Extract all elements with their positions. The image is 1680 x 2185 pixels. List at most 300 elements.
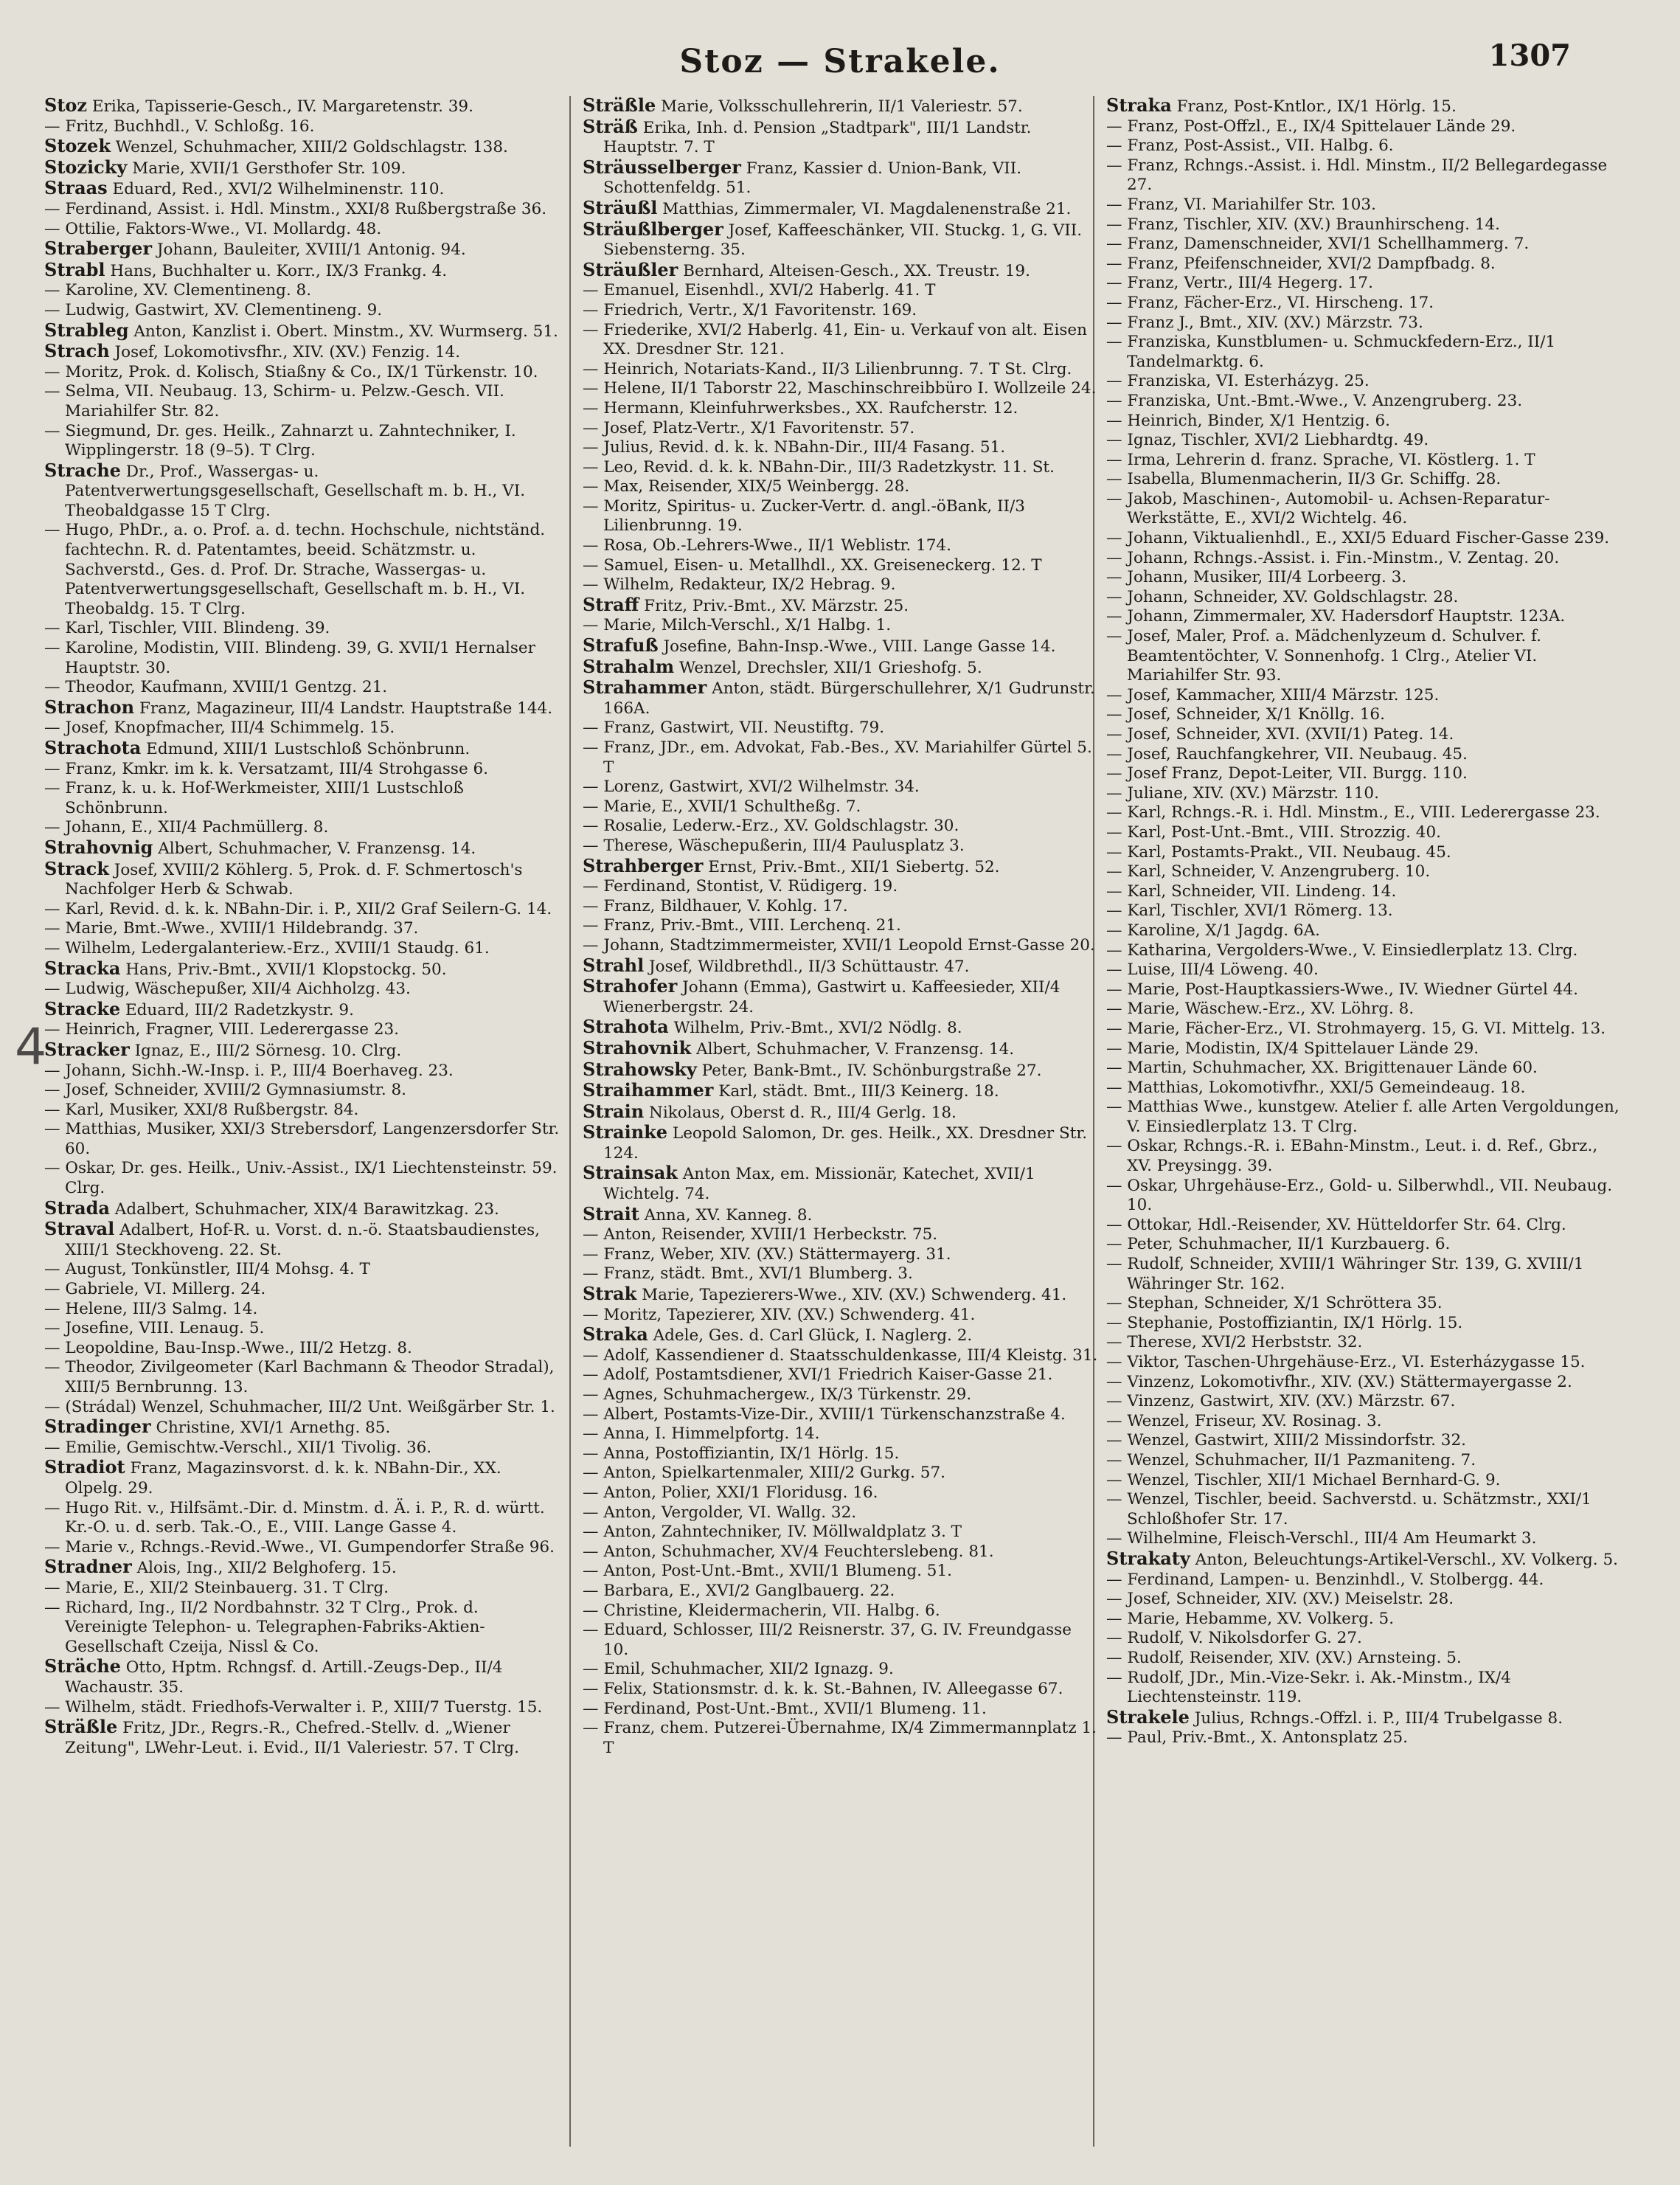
entry-text: Otto, Hptm. Rchngsf. d. Artill.-Zeugs-Dep., II/4 Wachaustr. 35.: [65, 1658, 503, 1697]
entry-text: — Viktor, Taschen-Uhrgehäuse-Erz., VI. Esterházygasse 15.: [1106, 1353, 1586, 1371]
directory-entry: [44, 1319, 560, 1339]
directory-entry: [44, 461, 560, 522]
directory-entry: [44, 1417, 560, 1438]
directory-entry: [1106, 1000, 1622, 1019]
entry-text: — Anna, I. Himmelpfortg. 14.: [583, 1424, 820, 1444]
directory-entry: [1106, 1137, 1622, 1176]
directory-entry: [583, 1424, 1099, 1444]
directory-entry: [1106, 1353, 1622, 1373]
directory-entry: [1106, 764, 1622, 784]
entry-text: — Vinzenz, Lokomotivfhr., XIV. (XV.) Stättermayergasse 2.: [1106, 1372, 1572, 1391]
entry-surname: Strahammer: [583, 676, 707, 699]
directory-entry: [1106, 215, 1622, 235]
margin-mark: 4: [15, 1018, 47, 1076]
directory-entry: [583, 778, 1099, 797]
directory-entry: [1106, 1571, 1622, 1590]
entry-text: Dr., Prof., Wassergas- u. Patentverwertungsgesellschaft, Gesellschaft m. b. H., VI. Theobaldgasse 15 T Clrg.: [65, 462, 526, 520]
entry-text: — Eduard, Schlosser, III/2 Reisnerstr. 37, G. IV. Freundgasse 10.: [583, 1621, 1072, 1659]
directory-entry: [583, 616, 1099, 636]
entry-surname: Sträßle: [583, 96, 656, 116]
entry-surname: Straff: [583, 593, 639, 615]
directory-entry: [44, 639, 560, 678]
directory-entry: [44, 1438, 560, 1458]
directory-entry: [1106, 529, 1622, 549]
entry-text: — Peter, Schuhmacher, II/1 Kurzbauerg. 6.: [1106, 1235, 1451, 1254]
entry-text: — Franz, Rchngs.-Assist. i. Hdl. Minstm., II/2 Bellegardegasse 27.: [1106, 156, 1608, 195]
directory-entry: [583, 96, 1099, 117]
directory-entry: [44, 818, 560, 838]
directory-entry: [1106, 1451, 1622, 1471]
entry-text: — Franz, Priv.-Bmt., VIII. Lerchenq. 21.: [583, 916, 901, 935]
entry-text: — Therese, Wäschepußerin, III/4 Paulusplatz 3.: [583, 836, 965, 855]
directory-entry: [44, 158, 560, 179]
directory-entry: [1106, 549, 1622, 569]
directory-entry: [1106, 254, 1622, 274]
entry-text: — Stephan, Schneider, X/1 Schröttera 35.: [1106, 1294, 1443, 1313]
directory-entry: [583, 1523, 1099, 1542]
directory-entry: [1106, 607, 1622, 627]
entry-text: Adalbert, Schuhmacher, XIX/4 Barawitzkag. 23.: [114, 1199, 499, 1219]
entry-surname: Strahofer: [583, 975, 678, 997]
entry-text: — Emanuel, Eisenhdl., XVI/2 Haberlg. 41. T: [583, 281, 936, 300]
directory-entry: [583, 158, 1099, 198]
directory-entry: [1106, 490, 1622, 529]
entry-text: — Karl, Tischler, VIII. Blindeng. 39.: [44, 619, 330, 638]
entry-text: — Emilie, Gemischtw.-Verschl., XII/1 Tivolig. 36.: [44, 1438, 432, 1457]
entry-text: — Ignaz, Tischler, XVI/2 Liebhardtg. 49.: [1106, 431, 1429, 450]
directory-entry: [44, 422, 560, 461]
entry-surname: Strachota: [44, 737, 142, 758]
directory-entry: [583, 1385, 1099, 1405]
entry-surname: Stozicky: [44, 156, 128, 178]
directory-entry: [1106, 1177, 1622, 1216]
entry-text: — Adolf, Postamtsdiener, XVI/1 Friedrich Kaiser-Gasse 21.: [583, 1365, 1053, 1385]
entry-surname: Straval: [44, 1218, 115, 1240]
entry-text: — Katharina, Vergolders-Wwe., V. Einsiedlerplatz 13. Clrg.: [1106, 941, 1578, 960]
entry-text: — Hermann, Kleinfuhrwerksbes., XX. Raufcherstr. 12.: [583, 398, 1018, 418]
entry-text: — Moritz, Tapezierer, XIV. (XV.) Schwenderg. 41.: [583, 1305, 976, 1324]
directory-entry: [44, 281, 560, 301]
entry-text: — Franz, Gastwirt, VII. Neustiftg. 79.: [583, 718, 885, 738]
entry-text: — Franz, Pfeifenschneider, XVI/2 Dampfbadg. 8.: [1106, 254, 1496, 273]
directory-entry: [583, 458, 1099, 478]
entry-text: — Johann, Sichh.-W.-Insp. i. P., III/4 Boerhaveg. 23.: [44, 1061, 454, 1080]
entry-surname: Stoz: [44, 96, 88, 116]
entry-text: — Josef, Schneider, XVIII/2 Gymnasiumstr. 8.: [44, 1081, 407, 1100]
entry-surname: Strahovnig: [44, 836, 153, 858]
directory-entry: [44, 200, 560, 220]
entry-text: — Wenzel, Schuhmacher, II/1 Pazmaniteng. 7.: [1106, 1450, 1476, 1469]
entry-text: — Franziska, Unt.-Bmt.-Wwe., V. Anzengruberg. 23.: [1106, 391, 1523, 410]
entry-surname: Strableg: [44, 319, 129, 341]
entry-surname: Sträßle: [44, 1716, 118, 1738]
directory-entry: [1106, 823, 1622, 843]
entry-text: — Josef, Schneider, X/1 Knöllg. 16.: [1106, 705, 1385, 724]
entry-text: — Irma, Lehrerin d. franz. Sprache, VI. Köstlerg. 1. T: [1106, 450, 1535, 469]
entry-text: Marie, Tapezierers-Wwe., XIV. (XV.) Schwenderg. 41.: [642, 1286, 1067, 1305]
directory-entry: [583, 1325, 1099, 1346]
directory-entry: [1106, 1098, 1622, 1137]
directory-entry: [583, 1621, 1099, 1660]
directory-entry: [1106, 1610, 1622, 1630]
entry-text: Fritz, Priv.-Bmt., XV. Märzstr. 25.: [644, 596, 909, 615]
directory-entry: [1106, 725, 1622, 745]
directory-entry: [44, 1101, 560, 1121]
entry-text: — Ferdinand, Assist. i. Hdl. Minstm., XXI/8 Rußbergstraße 36.: [44, 199, 547, 218]
directory-entry: [1106, 803, 1622, 823]
entry-text: Anton Max, em. Missionär, Katechet, XVII/1 Wichtelg. 74.: [603, 1165, 1035, 1204]
entry-text: Christine, XVI/1 Arnethg. 85.: [156, 1419, 391, 1438]
entry-surname: Strait: [583, 1202, 639, 1225]
directory-entry: [583, 916, 1099, 936]
entry-text: — Franz, Post-Offzl., E., IX/4 Spittelauer Lände 29.: [1106, 117, 1516, 136]
entry-text: — Josef, Knopfmacher, III/4 Schimmelg. 15.: [44, 718, 395, 738]
directory-entry: [1106, 1529, 1622, 1549]
directory-entry: [44, 900, 560, 920]
directory-entry: [583, 1464, 1099, 1483]
directory-entry: [583, 956, 1099, 977]
entry-text: — Josefine, VIII. Lenaug. 5.: [44, 1319, 265, 1338]
directory-entry: [44, 1538, 560, 1558]
directory-entry: [44, 1219, 560, 1260]
entry-text: Marie, Volksschullehrerin, II/1 Valeriestr. 57.: [661, 97, 1023, 116]
entry-text: Josef, Lokomotivsfhr., XIV. (XV.) Fenzig. 14.: [114, 343, 461, 362]
directory-entry: [583, 1542, 1099, 1562]
entry-text: — Ludwig, Gastwirt, XV. Clementineng. 9.: [44, 300, 383, 319]
entry-text: — Johann, E., XII/4 Pachmüllerg. 8.: [44, 818, 329, 837]
directory-entry: [44, 939, 560, 959]
entry-text: Erika, Tapisserie-Gesch., IV. Margaretenstr. 39.: [91, 97, 473, 116]
directory-entry: [1106, 470, 1622, 490]
entry-text: — Hugo, PhDr., a. o. Prof. a. d. techn. Hochschule, nichtständ. fachtechn. R. d. Patentamtes, beeid. Schätzmstr. u. Sachverstd., Ges. d. Prof. Dr. Strache, Wassergas- u. Patentverwertungsgesellschaft, Gesellschaft m. b. H., VI. Theobaldg. 15. T Clrg.: [44, 521, 546, 618]
directory-entry: [44, 1599, 560, 1658]
directory-entry: [583, 1017, 1099, 1039]
entry-text: — Heinrich, Fragner, VIII. Lederergasse 23.: [44, 1020, 400, 1039]
entry-surname: Strainke: [583, 1121, 668, 1143]
entry-surname: Stracke: [44, 997, 121, 1019]
directory-entry: [1106, 451, 1622, 471]
entry-surname: Sträußl: [583, 196, 658, 218]
directory-entry: [1106, 941, 1622, 961]
entry-text: — Franz, chem. Putzerei-Übernahme, IX/4 Zimmermannplatz 1. T: [583, 1719, 1097, 1757]
directory-entry: [583, 497, 1099, 536]
directory-entry: [583, 1163, 1099, 1204]
directory-entry: [583, 1225, 1099, 1245]
directory-entry: [1106, 1216, 1622, 1236]
entry-surname: Stracker: [44, 1038, 130, 1060]
directory-entry: [44, 1020, 560, 1040]
entry-text: Adele, Ges. d. Carl Glück, I. Naglerg. 2.: [653, 1326, 973, 1346]
directory-entry: [583, 399, 1099, 419]
entry-text: — Johann, Musiker, III/4 Lorbeerg. 3.: [1106, 568, 1407, 587]
entry-text: — Johann, Stadtzimmermeister, XVII/1 Leopold Ernst-Gasse 20.: [583, 935, 1095, 955]
entry-text: — Marie, Wäschew.-Erz., XV. Löhrg. 8.: [1106, 1000, 1415, 1019]
entry-text: — Wilhelm, Redakteur, IX/2 Hebrag. 9.: [583, 575, 896, 595]
entry-text: — Heinrich, Notariats-Kand., II/3 Lilienbrunng. 7. T St. Clrg.: [583, 359, 1072, 378]
directory-entry: [583, 678, 1099, 718]
entry-text: — Ferdinand, Lampen- u. Benzinhdl., V. Stolbergg. 44.: [1106, 1570, 1544, 1589]
entry-text: Hans, Priv.-Bmt., XVII/1 Klopstockg. 50.: [125, 960, 447, 979]
directory-entry: [44, 919, 560, 939]
entry-text: — Josef, Platz-Vertr., X/1 Favoritenstr. 57.: [583, 418, 915, 437]
entry-text: Julius, Rchngs.-Offzl. i. P., III/4 Trubelgasse 8.: [1194, 1708, 1563, 1728]
entry-text: — Leopoldine, Bau-Insp.-Wwe., III/2 Hetzg. 8.: [44, 1338, 412, 1357]
entry-surname: Strakaty: [1106, 1547, 1190, 1569]
directory-entry: [1106, 274, 1622, 294]
directory-entry: [583, 1444, 1099, 1464]
entry-text: — Wenzel, Gastwirt, XIII/2 Missindorfstr. 32.: [1106, 1431, 1466, 1450]
entry-text: — Anton, Schuhmacher, XV/4 Feuchterslebeng. 81.: [583, 1542, 994, 1561]
directory-entry: [44, 959, 560, 980]
directory-entry: [44, 779, 560, 818]
entry-text: — Josef Franz, Depot-Leiter, VII. Burgg. 110.: [1106, 764, 1468, 783]
entry-text: — Oskar, Uhrgehäuse-Erz., Gold- u. Silberwhdl., VII. Neubaug. 10.: [1106, 1176, 1613, 1215]
directory-entry: [583, 477, 1099, 497]
entry-text: — Wenzel, Tischler, beeid. Sachverstd. u. Schätzmstr., XXI/1 Schloßhofer Str. 17.: [1106, 1490, 1592, 1528]
entry-surname: Sträußlberger: [583, 218, 723, 240]
entry-text: — Matthias, Musiker, XXI/3 Strebersdorf, Langenzersdorfer Str. 60.: [44, 1120, 560, 1158]
entry-text: — Franz, Post-Assist., VII. Halbg. 6.: [1106, 136, 1394, 156]
column-2: [583, 96, 1099, 2154]
directory-entry: [1106, 1255, 1622, 1294]
entry-text: — Selma, VII. Neubaug. 13, Schirm- u. Pelzw.-Gesch. VII. Mariahilfer Str. 82.: [44, 382, 504, 420]
entry-text: — Helene, II/1 Taborstr 22, Maschinschreibbüro I. Wollzeile 24.: [583, 379, 1097, 398]
entry-text: — Rudolf, Schneider, XVIII/1 Währinger Str. 139, G. XVIII/1 Währinger Str. 162.: [1106, 1255, 1584, 1293]
directory-entry: [44, 1557, 560, 1579]
entry-text: — Franz, k. u. k. Hof-Werkmeister, XIII/1 Lustschloß Schönbrunn.: [44, 779, 464, 817]
entry-text: — Franz, Tischler, XIV. (XV.) Braunhirscheng. 14.: [1106, 215, 1500, 234]
directory-entry: [1106, 784, 1622, 804]
entry-text: — Karl, Post-Unt.-Bmt., VIII. Strozzig. 40.: [1106, 823, 1441, 842]
entry-text: Eduard, Red., XVI/2 Wilhelminenstr. 110.: [112, 180, 445, 199]
entry-text: — Moritz, Spiritus- u. Zucker-Vertr. d. angl.-öBank, II/3 Lilienbrunng. 19.: [583, 496, 1025, 536]
entry-surname: Strakele: [1106, 1706, 1190, 1728]
entry-text: Albert, Schuhmacher, V. Franzensg. 14.: [158, 839, 476, 858]
entry-text: — Martin, Schuhmacher, XX. Brigittenauer Lände 60.: [1106, 1059, 1538, 1078]
directory-entry: [1106, 1490, 1622, 1529]
entry-text: — Albert, Postamts-Vize-Dir., XVIII/1 Türkenschanzstraße 4.: [583, 1405, 1066, 1424]
directory-entry: [583, 556, 1099, 576]
entry-text: — Rudolf, JDr., Min.-Vize-Sekr. i. Ak.-Minstm., IX/4 Liechtensteinstr. 119.: [1106, 1668, 1511, 1707]
entry-text: Erika, Inh. d. Pension „Stadtpark", III/1 Landstr. Hauptstr. 7. T: [603, 118, 1032, 157]
entry-text: — Franz, VI. Mariahilfer Str. 103.: [1106, 195, 1376, 214]
entry-text: — Agnes, Schuhmachergew., IX/3 Türkenstr. 29.: [583, 1385, 972, 1404]
entry-text: Leopold Salomon, Dr. ges. Heilk., XX. Dresdner Str. 124.: [603, 1124, 1088, 1163]
directory-entry: [1106, 627, 1622, 686]
entry-surname: Sträche: [44, 1655, 121, 1677]
entry-text: — Julius, Revid. d. k. k. NBahn-Dir., III/4 Fasang. 51.: [583, 438, 1006, 457]
entry-text: Adalbert, Hof-R. u. Vorst. d. n.-ö. Staatsbaudienstes, XIII/1 Steckhoveng. 22. St.: [65, 1221, 540, 1259]
directory-entry: [44, 838, 560, 859]
directory-entry: [1106, 1333, 1622, 1353]
directory-entry: [1106, 901, 1622, 921]
directory-entry: [1106, 745, 1622, 765]
directory-entry: [583, 379, 1099, 399]
directory-entry: [44, 1062, 560, 1081]
entry-text: Wenzel, Schuhmacher, XIII/2 Goldschlagstr. 138.: [115, 138, 508, 157]
directory-entry: [44, 136, 560, 158]
entry-text: — Karoline, Modistin, VIII. Blindeng. 39, G. XVII/1 Hernalser Hauptstr. 30.: [44, 639, 535, 677]
entry-surname: Straka: [1106, 96, 1172, 116]
entry-text: — Vinzenz, Gastwirt, XIV. (XV.) Märzstr. 67.: [1106, 1392, 1456, 1411]
entry-text: — Wilhelm, städt. Friedhofs-Verwalter i. P., XIII/7 Tuerstg. 15.: [44, 1697, 543, 1717]
entry-text: — Leo, Revid. d. k. k. NBahn-Dir., III/3 Radetzkystr. 11. St.: [583, 457, 1055, 477]
entry-text: Johann (Emma), Gastwirt u. Kaffeesieder, XII/4 Wienerbergstr. 24.: [603, 978, 1061, 1017]
entry-text: — Anton, Zahntechniker, IV. Möllwaldplatz 3. T: [583, 1523, 962, 1542]
entry-text: — Stephanie, Postoffiziantin, IX/1 Hörlg. 15.: [1106, 1313, 1463, 1332]
entry-text: Marie, XVII/1 Gersthofer Str. 109.: [132, 159, 406, 178]
entry-text: — Franz, Vertr., III/4 Hegerg. 17.: [1106, 274, 1373, 293]
entry-surname: Strahberger: [583, 854, 704, 876]
entry-text: — Johann, Zimmermaler, XV. Hadersdorf Hauptstr. 123A.: [1106, 607, 1566, 626]
entry-text: — Josef, Maler, Prof. a. Mädchenlyzeum d. Schulver. f. Beamtentöchter, V. Sonnenhofg. 1 Clrg., Atelier VI. Mariahilfer Str. 93.: [1106, 627, 1542, 685]
directory-entry: [1106, 1019, 1622, 1039]
directory-entry: [1106, 1669, 1622, 1708]
entry-text: — Therese, XVI/2 Herbststr. 32.: [1106, 1333, 1363, 1352]
directory-entry: [583, 877, 1099, 897]
entry-text: — Ferdinand, Stontist, V. Rüdigerg. 19.: [583, 877, 898, 896]
entry-text: — Josef, Kammacher, XIII/4 Märzstr. 125.: [1106, 685, 1440, 704]
directory-entry: [1106, 117, 1622, 137]
directory-entry: [44, 1398, 560, 1418]
entry-text: Anton, Beleuchtungs-Artikel-Verschl., XV. Volkerg. 5.: [1195, 1550, 1618, 1569]
directory-entry: [44, 1698, 560, 1718]
directory-entry: [44, 1159, 560, 1198]
entry-text: — Johann, Schneider, XV. Goldschlagstr. 28.: [1106, 587, 1459, 606]
directory-entry: [583, 575, 1099, 595]
directory-entry: [583, 1719, 1099, 1758]
directory-entry: [583, 856, 1099, 878]
directory-entry: [44, 1040, 560, 1062]
entry-text: — Rosa, Ob.-Lehrers-Wwe., II/1 Weblistr. 174.: [583, 536, 951, 555]
directory-entry: [583, 1365, 1099, 1385]
entry-text: Karl, städt. Bmt., III/3 Keinerg. 18.: [718, 1082, 999, 1101]
directory-entry: [1106, 862, 1622, 882]
directory-entry: [1106, 1629, 1622, 1649]
entry-text: Anton, städt. Bürgerschullehrer, X/1 Gudrunstr. 166A.: [603, 679, 1095, 718]
directory-entry: [583, 936, 1099, 956]
directory-entry: [44, 1120, 560, 1159]
entry-text: — Isabella, Blumenmacherin, II/3 Gr. Schiffg. 28.: [1106, 470, 1502, 489]
entry-surname: Strahota: [583, 1016, 669, 1038]
entry-surname: Straka: [583, 1323, 648, 1346]
directory-entry: [583, 657, 1099, 679]
entry-text: — Lorenz, Gastwirt, XVI/2 Wilhelmstr. 34.: [583, 778, 920, 797]
entry-text: Franz, Kassier d. Union-Bank, VII. Schottenfeldg. 51.: [603, 159, 1022, 198]
entry-text: — Josef, Schneider, XIV. (XV.) Meiselstr. 28.: [1106, 1590, 1454, 1609]
entry-text: — Anton, Spielkartenmaler, XIII/2 Gurkg. 57.: [583, 1464, 945, 1483]
entry-text: — Anton, Reisender, XVIII/1 Herbeckstr. 75.: [583, 1225, 938, 1244]
entry-text: — Anton, Post-Unt.-Bmt., XVII/1 Blumeng. 51.: [583, 1562, 952, 1581]
entry-text: — Franz, Kmkr. im k. k. Versatzamt, III/4 Strohgasse 6.: [44, 759, 489, 778]
directory-entry: [583, 636, 1099, 657]
entry-surname: Straas: [44, 177, 108, 199]
directory-entry: [1106, 1039, 1622, 1059]
entry-text: — Marie, Fächer-Erz., VI. Strohmayerg. 15, G. VI. Mittelg. 13.: [1106, 1019, 1606, 1038]
directory-entry: [583, 220, 1099, 260]
entry-text: — Matthias, Lokomotivfhr., XXI/5 Gemeindeaug. 18.: [1106, 1078, 1526, 1097]
entry-text: Franz, Magazineur, III/4 Landstr. Hauptstraße 144.: [139, 699, 553, 718]
entry-surname: Strack: [44, 857, 109, 879]
entry-surname: Strahowsky: [583, 1058, 697, 1080]
directory-entry: [583, 1245, 1099, 1265]
entry-surname: Strahovnik: [583, 1036, 692, 1059]
entry-surname: Strafuß: [583, 634, 659, 657]
directory-entry: [1106, 333, 1622, 372]
entry-text: — Adolf, Kassendiener d. Staatsschuldenkasse, III/4 Kleistg. 31.: [583, 1346, 1098, 1365]
entry-surname: Straberger: [44, 238, 153, 260]
directory-entry: [583, 419, 1099, 439]
directory-entry: [1106, 1059, 1622, 1078]
directory-entry: [44, 363, 560, 383]
entry-text: — Gabriele, VI. Millerg. 24.: [44, 1280, 266, 1299]
entry-text: — Franz J., Bmt., XIV. (XV.) Märzstr. 73.: [1106, 313, 1423, 332]
entry-text: — Marie, Bmt.-Wwe., XVIII/1 Hildebrandg. 37.: [44, 919, 419, 938]
directory-entry: [44, 619, 560, 639]
entry-text: Josef, Wildbrethdl., II/3 Schüttaustr. 47.: [649, 957, 970, 976]
directory-entry: [583, 1700, 1099, 1720]
directory-entry: [44, 179, 560, 200]
directory-entry: [583, 1582, 1099, 1601]
directory-entry: [1106, 392, 1622, 412]
entry-text: Nikolaus, Oberst d. R., III/4 Gerlg. 18.: [649, 1103, 957, 1122]
entry-text: — Ludwig, Wäschepußer, XII/4 Aichholzg. 43.: [44, 980, 411, 999]
entry-text: — Richard, Ing., II/2 Nordbahnstr. 32 T Clrg., Prok. d. Vereinigte Telephon- u. Telegraphen-Fabriks-Aktien-Gesellschaft Czeija, Nissl & Co.: [44, 1598, 485, 1656]
directory-entry: [583, 1081, 1099, 1102]
page-header: [0, 38, 1680, 83]
directory-entry: [1106, 1471, 1622, 1491]
directory-entry: [44, 96, 560, 117]
entry-text: Ernst, Priv.-Bmt., XII/1 Siebertg. 52.: [708, 857, 1000, 876]
directory-entry: [44, 678, 560, 698]
directory-entry: [583, 360, 1099, 380]
directory-entry: [44, 738, 560, 760]
directory-entry: [1106, 96, 1622, 117]
entry-text: — Moritz, Prok. d. Kolisch, Stiaßny & Co., IX/1 Türkenstr. 10.: [44, 362, 538, 381]
directory-entry: [1106, 294, 1622, 314]
directory-entry: [583, 321, 1099, 360]
directory-entry: [1106, 1078, 1622, 1098]
directory-entry: [583, 1562, 1099, 1582]
column-3: [1106, 96, 1622, 2154]
entry-text: — Marie v., Rchngs.-Revid.-Wwe., VI. Gumpendorfer Straße 96.: [44, 1537, 555, 1556]
directory-entry: [583, 281, 1099, 301]
directory-entry: [44, 997, 560, 1021]
directory-entry: [44, 1081, 560, 1101]
entry-text: — Juliane, XIV. (XV.) Märzstr. 110.: [1106, 783, 1379, 803]
directory-entry: [1106, 235, 1622, 254]
entry-surname: Strachon: [44, 696, 135, 718]
entry-text: — Franz, JDr., em. Advokat, Fab.-Bes., XV. Mariahilfer Gürtel 5. T: [583, 738, 1092, 777]
directory-entry: [583, 301, 1099, 321]
directory-entry: [1106, 980, 1622, 1000]
entry-text: Anton, Kanzlist i. Obert. Minstm., XV. Wurmserg. 51.: [133, 322, 558, 341]
entry-surname: Straihammer: [583, 1079, 714, 1101]
directory-entry: [1106, 1431, 1622, 1451]
entry-text: — Luise, III/4 Löweng. 40.: [1106, 960, 1319, 980]
directory-entry: [583, 117, 1099, 158]
entry-text: — Friederike, XVI/2 Haberlg. 41, Ein- u. Verkauf von alt. Eisen XX. Dresdner Str. 121.: [583, 320, 1087, 359]
entry-surname: Sträußler: [583, 258, 678, 280]
entry-text: — Rosalie, Lederw.-Erz., XV. Goldschlagstr. 30.: [583, 817, 959, 836]
directory-entry: [583, 1264, 1099, 1284]
entry-text: Ignaz, E., III/2 Sörnesg. 10. Clrg.: [134, 1041, 402, 1060]
entry-text: — Karl, Revid. d. k. k. NBahn-Dir. i. P., XII/2 Graf Seilern-G. 14.: [44, 899, 552, 918]
entry-text: Johann, Bauleiter, XVIII/1 Antonig. 94.: [156, 240, 466, 260]
entry-text: — Oskar, Rchngs.-R. i. EBahn-Minstm., Leut. i. d. Ref., Gbrz., XV. Preysingg. 39.: [1106, 1137, 1598, 1176]
entry-text: Edmund, XIII/1 Lustschloß Schönbrunn.: [146, 740, 471, 758]
entry-text: — Franz, Damenschneider, XVI/1 Schellhammerg. 7.: [1106, 235, 1530, 254]
